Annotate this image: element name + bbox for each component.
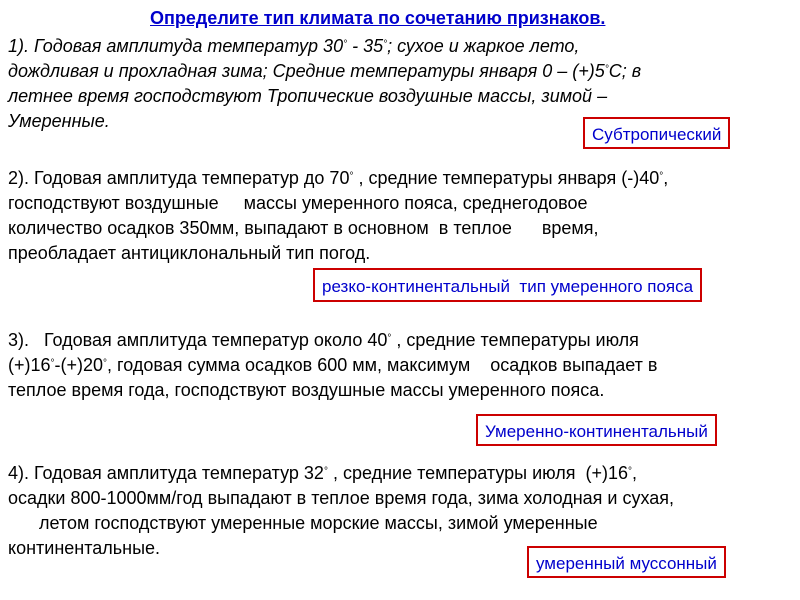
question-3-line-1: 3). Годовая амплитуда температур около 40° , средние температуры июля	[8, 330, 639, 350]
question-4-line-2: осадки 800-1000мм/год выпадают в теплое время года, зима холодная и сухая,	[8, 488, 675, 508]
answer-2-box: резко-континентальный тип умеренного пояса	[313, 268, 702, 302]
question-4-line-4: континентальные.	[8, 538, 161, 558]
question-1-line-4: Умеренные.	[8, 111, 110, 131]
question-1-line-2: дождливая и прохладная зима; Средние температуры января 0 – (+)5°С; в	[8, 61, 642, 81]
question-1-line-3: летнее время господствуют Тропические воздушные массы, зимой –	[8, 86, 608, 106]
question-3	[8, 328, 788, 403]
page-title: Определите тип климата по сочетанию признаков.	[150, 8, 606, 28]
question-1-line-1: 1). Годовая амплитуда температур 30° - 35°; сухое и жаркое лето,	[8, 36, 580, 56]
question-2-line-2: господствуют воздушные массы умеренного пояса, среднегодовое	[8, 193, 588, 213]
question-2-line-3: количество осадков 350мм, выпадают в основном в теплое время,	[8, 218, 599, 238]
question-2-line-1: 2). Годовая амплитуда температур до 70° , средние температуры января (-)40°,	[8, 168, 669, 188]
question-4-line-1: 4). Годовая амплитуда температур 32° , средние температуры июля (+)16°,	[8, 463, 638, 483]
question-2-line-4: преобладает антициклональный тип погод.	[8, 243, 371, 263]
answer-1-box: Субтропический	[583, 117, 730, 149]
question-2	[8, 166, 788, 266]
question-3-line-3: теплое время года, господствуют воздушные массы умеренного пояса.	[8, 380, 605, 400]
question-3-line-2: (+)16°-(+)20°, годовая сумма осадков 600 мм, максимум осадков выпадает в	[8, 355, 658, 375]
answer-4-box: умеренный муссонный	[527, 546, 726, 578]
answer-3-box: Умеренно-континентальный	[476, 414, 717, 446]
question-4-line-3: летом господствуют умеренные морские массы, зимой умеренные	[39, 513, 598, 533]
